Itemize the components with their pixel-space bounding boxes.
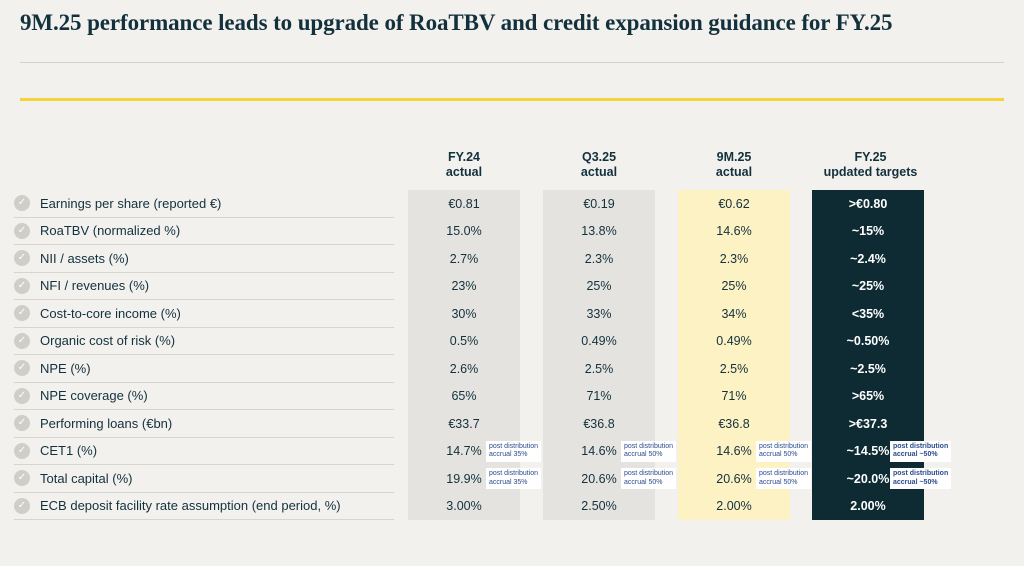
column-header-fy25-line2: updated targets — [823, 165, 918, 179]
cell-fy24-npe: 2.6% — [408, 355, 520, 383]
column-header-fy25-line1: FY.25 — [854, 150, 887, 164]
metric-label: NPE coverage (%) — [40, 388, 148, 404]
footnote-line2: accrual ~50% — [893, 478, 938, 486]
metric-label: Total capital (%) — [40, 470, 133, 486]
cell-fy24-performing-loans: €33.7 — [408, 410, 520, 438]
column-header-fy24-line2: actual — [445, 165, 483, 179]
page-title: 9M.25 performance leads to upgrade of RoaTBV and credit expansion guidance for FY.25 — [20, 10, 893, 35]
footnote-line2: accrual ~50% — [893, 451, 938, 458]
cell-fy25-total-capital — [812, 465, 949, 493]
footnote-q325-cet1 — [621, 441, 676, 462]
footnote-fy24-cet1 — [486, 441, 541, 462]
table-row — [14, 438, 394, 466]
cell-fy24-ecb-rate: 3.00% — [408, 493, 520, 521]
column-header-fy24 — [408, 150, 520, 180]
footnote-line2: accrual 35% — [489, 451, 528, 458]
cell-fy25-performing-loans: >€37.3 — [812, 410, 924, 438]
metric-label: Organic cost of risk (%) — [40, 333, 176, 349]
cell-fy25-ecb-rate: 2.00% — [812, 493, 924, 521]
cell-9m25-nii: 2.3% — [678, 245, 790, 273]
cell-9m25-cet1 — [678, 438, 809, 466]
column-q325 — [543, 190, 674, 520]
check-icon: ✓ — [14, 223, 30, 239]
table-row — [14, 383, 394, 411]
table-row — [14, 218, 394, 246]
table-row — [14, 300, 394, 328]
cell-q325-nii: 2.3% — [543, 245, 655, 273]
column-9m25 — [678, 190, 809, 520]
cell-fy25-cet1-value: ~14.5% — [846, 444, 890, 459]
cell-fy25-eps: >€0.80 — [812, 190, 924, 218]
footnote-line2: accrual 35% — [489, 478, 528, 486]
column-fy25-targets — [812, 190, 949, 520]
footnote-line1: post distribution — [489, 470, 539, 477]
column-header-9m25-line2: actual — [715, 165, 753, 179]
cell-q325-performing-loans: €36.8 — [543, 410, 655, 438]
cell-q325-total-capital-value: 20.6% — [581, 471, 617, 486]
cell-fy24-cost-to-core: 30% — [408, 300, 520, 328]
cell-fy24-total-capital — [408, 465, 539, 493]
cell-fy25-cet1 — [812, 438, 949, 466]
cell-9m25-eps: €0.62 — [678, 190, 790, 218]
cell-q325-npe-coverage: 71% — [543, 383, 655, 411]
cell-fy24-nii: 2.7% — [408, 245, 520, 273]
footnote-line2: accrual 50% — [759, 478, 798, 486]
header-divider — [20, 62, 1004, 63]
column-header-fy25-targets — [808, 150, 933, 180]
column-fy24 — [408, 190, 539, 520]
cell-fy24-cet1 — [408, 438, 539, 466]
cell-9m25-ecb-rate: 2.00% — [678, 493, 790, 521]
cell-q325-nfi: 25% — [543, 273, 655, 301]
check-icon: ✓ — [14, 305, 30, 321]
check-icon: ✓ — [14, 443, 30, 459]
check-icon: ✓ — [14, 415, 30, 431]
footnote-line1: post distribution — [893, 442, 949, 450]
metric-label: NPE (%) — [40, 360, 91, 376]
cell-fy24-cet1-value: 14.7% — [446, 444, 482, 459]
cell-fy25-npe-coverage: >65% — [812, 383, 924, 411]
cell-9m25-roatbv: 14.6% — [678, 218, 790, 246]
table-row — [14, 328, 394, 356]
table-row — [14, 465, 394, 493]
footnote-fy24-total-capital — [486, 468, 541, 489]
accent-divider — [20, 98, 1004, 101]
footnote-fy25-total-capital — [890, 468, 951, 489]
table-row — [14, 245, 394, 273]
footnote-line2: accrual 50% — [759, 451, 798, 458]
cell-q325-cost-to-core: 33% — [543, 300, 655, 328]
cell-q325-ecb-rate: 2.50% — [543, 493, 655, 521]
cell-q325-cost-of-risk: 0.49% — [543, 328, 655, 356]
cell-fy25-nfi: ~25% — [812, 273, 924, 301]
cell-9m25-cet1-value: 14.6% — [716, 444, 752, 459]
check-icon: ✓ — [14, 333, 30, 349]
cell-q325-cet1-value: 14.6% — [581, 444, 617, 459]
cell-fy25-cost-to-core: <35% — [812, 300, 924, 328]
cell-fy25-roatbv: ~15% — [812, 218, 924, 246]
cell-fy25-npe: ~2.5% — [812, 355, 924, 383]
check-icon: ✓ — [14, 278, 30, 294]
cell-q325-npe: 2.5% — [543, 355, 655, 383]
metric-label: Performing loans (€bn) — [40, 415, 173, 431]
check-icon: ✓ — [14, 388, 30, 404]
footnote-9m25-cet1 — [756, 441, 811, 462]
footnote-line1: post distribution — [489, 442, 539, 450]
footnote-line2: accrual 50% — [624, 451, 663, 458]
column-header-q325-line1: Q3.25 — [581, 150, 617, 164]
footnote-9m25-total-capital — [756, 468, 811, 489]
cell-9m25-nfi: 25% — [678, 273, 790, 301]
footnote-line1: post distribution — [624, 442, 674, 450]
column-header-q325-line2: actual — [580, 165, 618, 179]
footnote-line1: post distribution — [624, 470, 674, 477]
cell-fy25-cost-of-risk: ~0.50% — [812, 328, 924, 356]
cell-q325-total-capital — [543, 465, 674, 493]
check-icon: ✓ — [14, 195, 30, 211]
metric-label-list — [14, 190, 394, 520]
cell-fy25-total-capital-value: ~20.0% — [846, 471, 890, 486]
cell-fy24-roatbv: 15.0% — [408, 218, 520, 246]
metric-label: Cost-to-core income (%) — [40, 305, 181, 321]
metric-label: NFI / revenues (%) — [40, 278, 150, 294]
cell-q325-roatbv: 13.8% — [543, 218, 655, 246]
footnote-line1: post distribution — [759, 470, 809, 477]
check-icon: ✓ — [14, 360, 30, 376]
metric-label: NII / assets (%) — [40, 250, 129, 266]
cell-9m25-npe: 2.5% — [678, 355, 790, 383]
cell-9m25-total-capital — [678, 465, 809, 493]
column-header-9m25-line1: 9M.25 — [716, 150, 752, 164]
metric-label: RoaTBV (normalized %) — [40, 223, 181, 239]
cell-9m25-performing-loans: €36.8 — [678, 410, 790, 438]
table-row — [14, 410, 394, 438]
metric-label: ECB deposit facility rate assumption (end period, %) — [40, 498, 341, 514]
metric-label: CET1 (%) — [40, 443, 98, 459]
check-icon: ✓ — [14, 250, 30, 266]
cell-fy24-cost-of-risk: 0.5% — [408, 328, 520, 356]
cell-9m25-npe-coverage: 71% — [678, 383, 790, 411]
footnote-line1: post distribution — [759, 442, 809, 450]
cell-fy24-npe-coverage: 65% — [408, 383, 520, 411]
column-header-9m25 — [678, 150, 790, 180]
footnote-line2: accrual 50% — [624, 478, 663, 486]
cell-9m25-cost-of-risk: 0.49% — [678, 328, 790, 356]
cell-fy24-nfi: 23% — [408, 273, 520, 301]
cell-q325-cet1 — [543, 438, 674, 466]
footnote-q325-total-capital — [621, 468, 676, 489]
cell-9m25-total-capital-value: 20.6% — [716, 471, 752, 486]
footnote-fy25-cet1 — [890, 441, 951, 462]
check-icon: ✓ — [14, 498, 30, 514]
cell-fy24-eps: €0.81 — [408, 190, 520, 218]
cell-fy24-total-capital-value: 19.9% — [446, 471, 482, 486]
column-header-fy24-line1: FY.24 — [448, 150, 480, 164]
metric-label: Earnings per share (reported €) — [40, 195, 222, 211]
check-icon: ✓ — [14, 470, 30, 486]
cell-fy25-nii: ~2.4% — [812, 245, 924, 273]
table-row — [14, 190, 394, 218]
cell-q325-eps: €0.19 — [543, 190, 655, 218]
cell-9m25-cost-to-core: 34% — [678, 300, 790, 328]
table-row — [14, 355, 394, 383]
column-header-q325 — [543, 150, 655, 180]
table-row — [14, 493, 394, 521]
footnote-line1: post distribution — [893, 470, 949, 477]
table-row — [14, 273, 394, 301]
